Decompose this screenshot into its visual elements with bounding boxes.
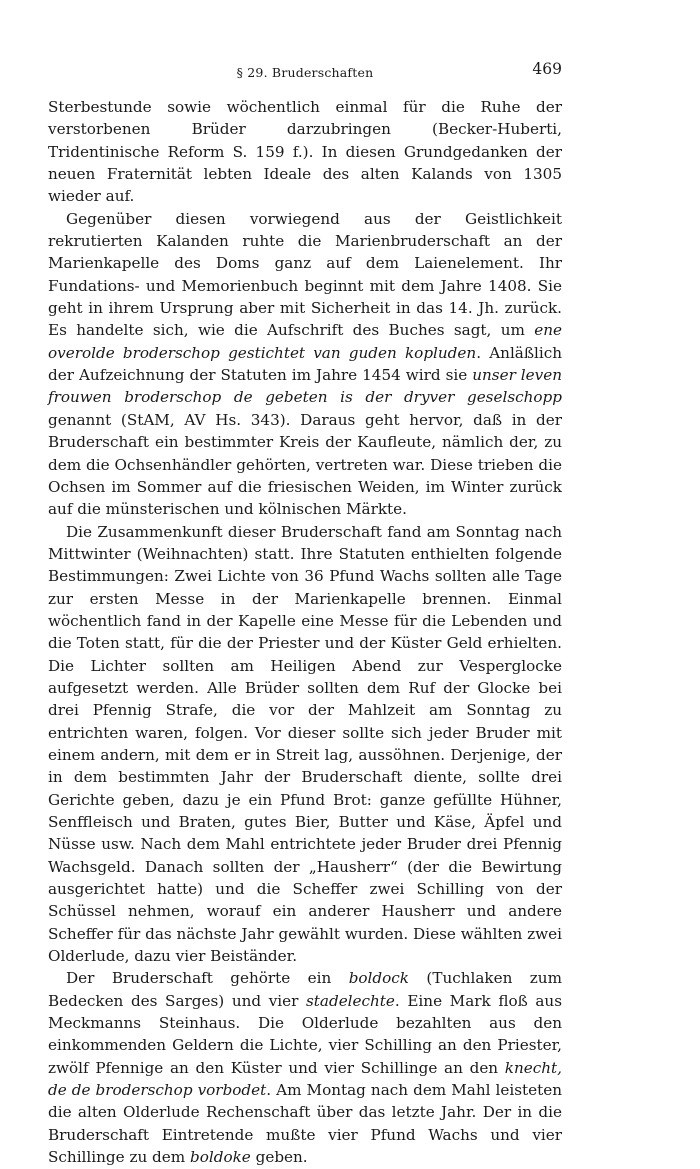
- text-run: Der Bruderschaft gehörte ein: [66, 969, 349, 988]
- text-run: . Anläßlich der Aufzeichnung der Statuten im Jahre 1454 wird sie: [48, 343, 563, 385]
- running-head: [48, 60, 562, 84]
- italic-quote: ene overolde broderschop gestichtet van guden kopluden: [48, 321, 562, 362]
- italic-quote: stadelechte: [306, 991, 395, 1010]
- text-run: (Tuchlaken zum Bedecken des Sarges) und vier: [48, 969, 562, 1010]
- text-run: . Eine Mark floß aus Meckmanns Steinhaus. Die Olderlude bezahlten aus den einkommenden Geldern die Lichte, vier Schilling an den Priester, zwölf Pfennige an den Küster und vier Schillinge an den: [48, 991, 562, 1077]
- text-run: . Am Montag nach dem Mahl leisteten die alten Olderlude Rechenschaft über das letzte Jahr. Der in die Bruderschaft Eintretende mußte vier Pfund Wachs und vier Schillinge zu dem: [48, 1081, 562, 1167]
- page-number: 469: [532, 60, 562, 78]
- paragraph: [48, 967, 562, 1168]
- italic-quote: boldock: [348, 969, 409, 988]
- body-text: [48, 96, 562, 1169]
- italic-quote: knecht, de de broderschop vorbodet: [48, 1058, 562, 1100]
- text-run: Die Zusammenkunft dieser Bruderschaft fand am Sonntag nach Mittwinter (Weihnachten) statt. Ihre Statuten enthielten folgende Bestimmungen: Zwei Lichte von 36 Pfund Wachs sollten alle Tage zur ersten Messe in der Marienkapelle brennen. Einmal wöchentlich fand in der Kapelle eine Messe für die Lebenden und die Toten statt, für die der Priester und der Küster Geld erhielten. Die Lichter sollten am Heiligen Abend zur Vesperglocke aufgesetzt werden. Alle Brüder sollten dem Ruf der Glocke bei drei Pfennig Strafe, die vor der Mahlzeit am Sonntag zu entrichten waren, folgen. Vor dieser sollte sich jeder Bruder mit einem andern, mit dem er in Streit lag, aussöhnen. Derjenige, der in dem bestimmten Jahr der Bruderschaft diente, sollte drei Gerichte geben, dazu je ein Pfund Brot: ganze gefüllte Hühner, Senffleisch und Braten, gutes Bier, Butter und Käse, Äpfel und Nüsse usw. Nach dem Mahl entrichtete jeder Bruder drei Pfennig Wachsgeld. Danach sollten der „Hausherr“ (der die Bewirtung ausgerichtet hatte) und die Scheffer zwei Schilling von der Schüssel nehmen, worauf ein anderer Hausherr und andere Scheffer für das nächste Jahr gewählt wurden. Diese wählten zwei Olderlude, dazu vier Beiständer.: [48, 522, 562, 966]
- paragraph: [48, 96, 562, 208]
- italic-quote: boldoke: [190, 1148, 251, 1167]
- paragraph: [48, 521, 562, 968]
- text-run: Sterbestunde sowie wöchentlich einmal für die Ruhe der verstorbenen Brüder darzubringen (Becker-Huberti, Tridentinische Reform S. 159 f.). In diesen Grundgedanken der neuen Fraternität lebten Ideale des alten Kalands von 1305 wieder auf.: [48, 98, 562, 206]
- text-run: Gegenüber diesen vorwiegend aus der Geistlichkeit rekrutierten Kalanden ruhte die Marienbruderschaft an der Marienkapelle des Doms ganz auf dem Laienelement. Ihr Fundations- und Memorienbuch beginnt mit dem Jahre 1408. Sie geht in ihrem Ursprung aber mit Sicherheit in das 14. Jh. zurück. Es handelte sich, wie die Aufschrift des Buches sagt, um: [48, 209, 562, 340]
- text-run: genannt (StAM, AV Hs. 343). Daraus geht hervor, daß in der Bruderschaft ein bestimmter Kreis der Kaufleute, nämlich der, zu dem die Ochsenhändler gehörten, vertreten war. Diese trieben die Ochsen im Sommer auf die friesischen Weiden, im Winter zurück auf die münsterischen und kölnischen Märkte.: [48, 410, 562, 519]
- paragraph: [48, 208, 562, 521]
- italic-quote: unser leven frouwen broderschop de gebeten is der dryver geselschopp: [48, 366, 562, 407]
- text-run: geben.: [250, 1148, 308, 1167]
- section-title: § 29. Bruderschaften: [236, 65, 374, 80]
